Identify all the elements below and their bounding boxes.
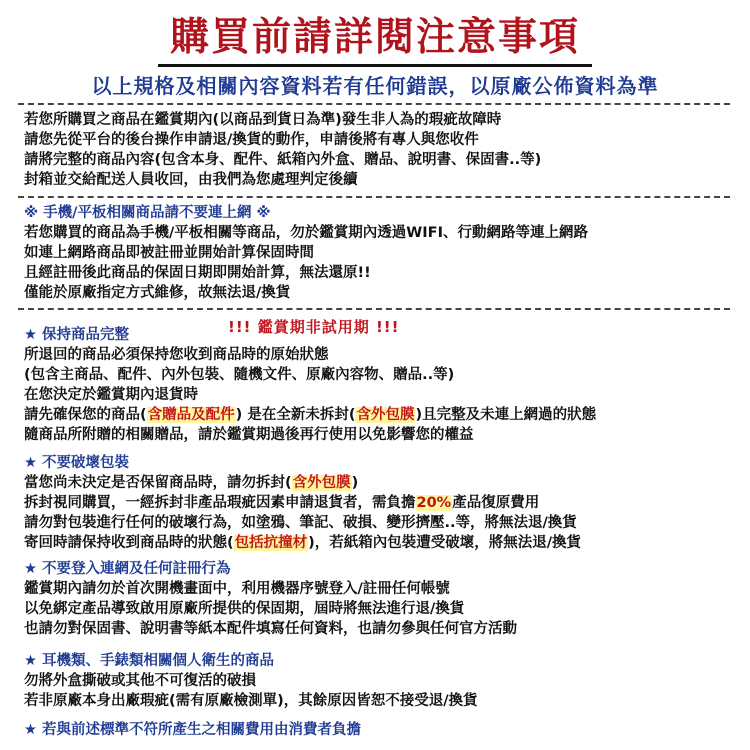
section-keep-intact — [24, 325, 724, 445]
text-fragment: ) — [351, 475, 359, 491]
text-fragment: ) 是在全新未拆封( — [235, 407, 356, 423]
phone-tablet-block — [24, 203, 724, 303]
phone-tablet-line: 且經註冊後此商品的保固日期即開始計算，無法還原!! — [24, 265, 371, 281]
section-line: 鑑賞期內請勿於首次開機畫面中，利用機器序號登入/註冊任何帳號 — [24, 581, 450, 597]
page-subtitle: 以上規格及相關內容資料若有任何錯誤，以原廠公佈資料為準 — [91, 74, 659, 98]
section-heading: ★ 若與前述標準不符所產生之相關費用由消費者負擔 — [24, 722, 362, 738]
text-fragment: 請先確保您的商品( — [24, 407, 147, 423]
section-line: (包含主商品、配件、內外包裝、隨機文件、原廠內容物、贈品..等) — [24, 367, 455, 383]
section-no-registration — [24, 559, 724, 639]
phone-tablet-heading: ※ 手機/平板相關商品請不要連上網 ※ — [24, 205, 271, 221]
section-heading: ★ 不要登入連網及任何註冊行為 — [24, 561, 231, 577]
section-line: 若非原廠本身出廠瑕疵(需有原廠檢測單)，其餘原因皆恕不接受退/換貨 — [24, 693, 478, 709]
highlight-percent: 20% — [416, 495, 452, 511]
procedure-line: 封箱並交給配送人員收回，由我們為您處理判定後續 — [24, 172, 358, 188]
page-title: 購買前請詳閱注意事項 — [158, 6, 592, 67]
section-line: 在您決定於鑑賞期內退貨時 — [24, 387, 198, 403]
section-line: 勿將外盒撕破或其他不可復活的破損 — [24, 673, 256, 689]
section-heading: ★ 耳機類、手錶類相關個人衛生的商品 — [24, 653, 275, 669]
divider — [18, 308, 730, 310]
section-line — [24, 405, 724, 425]
highlight-impact-material: 包括抗撞材 — [234, 535, 308, 551]
text-fragment: 產品復原費用 — [452, 495, 540, 511]
section-line — [24, 493, 724, 513]
divider — [18, 103, 730, 105]
section-line: 也請勿對保固書、說明書等紙本配件填寫任何資料，也請勿參與任何官方活動 — [24, 621, 517, 637]
title-wrap — [0, 6, 750, 67]
highlight-outer-film: 含外包膜 — [292, 475, 351, 491]
phone-tablet-line: 如連上網路商品即被註冊並開始計算保固時間 — [24, 245, 314, 261]
not-trial-warning: !!! 鑑賞期非試用期 !!! — [228, 318, 400, 336]
section-do-not-damage — [24, 453, 724, 553]
return-procedure-block — [24, 110, 724, 190]
text-fragment: 拆封視同購買，一經拆封非產品瑕疵因素申請退貨者，需負擔 — [24, 495, 416, 511]
phone-tablet-line: 若您購買的商品為手機/平板相關等商品，勿於鑑賞期內透過WIFI、行動網路等連上網路 — [24, 225, 588, 241]
section-line: 隨商品所附贈的相關贈品，請於鑑賞期過後再行使用以免影響您的權益 — [24, 427, 474, 443]
section-line: 以免綁定產品導致啟用原廠所提供的保固期，屆時將無法進行退/換貨 — [24, 601, 465, 617]
highlight-outer-film: 含外包膜 — [356, 407, 415, 423]
section-heading: ★ 保持商品完整 — [24, 327, 130, 343]
section-hygiene-products — [24, 651, 724, 711]
text-fragment: )，若紙箱內包裝遭受破壞，將無法退/換貨 — [308, 535, 582, 551]
section-line: 請勿對包裝進行任何的破壞行為，如塗鴉、筆記、破損、變形擠壓..等，將無法退/換貨 — [24, 515, 577, 531]
section-line: 所退回的商品必須保持您收到商品時的原始狀態 — [24, 347, 329, 363]
procedure-line: 若您所購買之商品在鑑賞期內(以商品到貨日為準)發生非人為的瑕疵故障時 — [24, 112, 502, 128]
section-heading: ★ 不要破壞包裝 — [24, 455, 130, 471]
section-line — [24, 533, 724, 553]
text-fragment: 寄回時請保持收到商品時的狀態( — [24, 535, 234, 551]
phone-tablet-line: 僅能於原廠指定方式維修，故無法退/換貨 — [24, 285, 291, 301]
section-fees — [24, 720, 724, 740]
section-line — [24, 473, 724, 493]
procedure-line: 請您先從平台的後台操作申請退/換貨的動作，申請後將有專人與您收件 — [24, 132, 479, 148]
procedure-line: 請將完整的商品內容(包含本身、配件、紙箱內外盒、贈品、說明書、保固書..等) — [24, 152, 542, 168]
highlight-gifts-accessories: 含贈品及配件 — [147, 407, 235, 423]
text-fragment: 當您尚未決定是否保留商品時，請勿拆封( — [24, 475, 292, 491]
divider — [18, 196, 730, 198]
text-fragment: )且完整及未連上網過的狀態 — [415, 407, 597, 423]
